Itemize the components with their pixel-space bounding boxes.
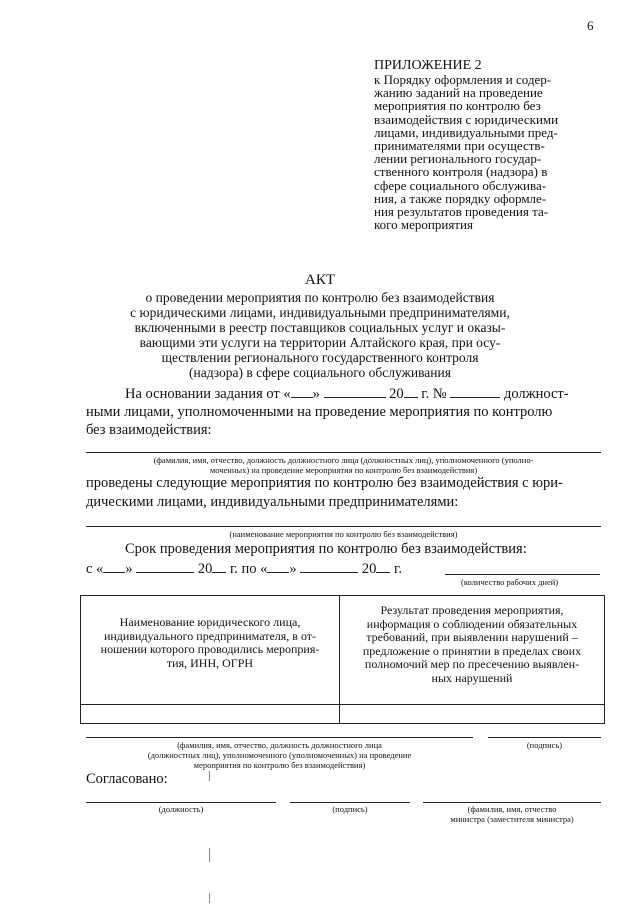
basis-text: должност-	[503, 386, 569, 402]
measure-caption: (наименование мероприятия по контролю без взаимодействия)	[229, 529, 458, 539]
end-month-field[interactable]	[300, 560, 358, 573]
start-day-field[interactable]	[103, 560, 125, 573]
results-table	[80, 595, 605, 724]
basis-line-2: ными лицами, уполномоченными на проведение мероприятия по контролю	[86, 404, 553, 420]
appendix-line: ния, а также порядку оформле-	[374, 190, 547, 206]
appendix-line: мероприятия по контролю без	[374, 98, 541, 114]
act-subtitle-line: вающими эти услуги на территории Алтайского края, при осу-	[139, 335, 501, 350]
divider	[209, 893, 210, 903]
approved-label: Согласовано:	[86, 771, 168, 787]
approver-name-field[interactable]	[423, 802, 601, 803]
caption-line: (фамилия, имя, отчество, должность должностного лица	[177, 740, 382, 750]
appendix-line: лицами, индивидуальными пред-	[374, 124, 558, 140]
header-line: тия, ИНН, ОГРН	[166, 655, 254, 670]
period-text: с «	[86, 561, 104, 577]
period-text: г.	[394, 561, 402, 577]
end-year-field[interactable]	[376, 560, 390, 573]
col-header-entity	[81, 596, 340, 705]
officials-field[interactable]	[86, 452, 601, 453]
header-line: Результат проведения мероприятия,	[380, 603, 564, 617]
official-signature-name-field[interactable]	[86, 737, 473, 738]
start-month-field[interactable]	[136, 560, 194, 573]
appendix-line: лении регионального государ-	[374, 151, 542, 167]
measure-field[interactable]	[86, 526, 601, 527]
header-line: требований, при выявлении нарушений –	[366, 630, 578, 644]
header-line: ношении которого проводились мероприя-	[100, 642, 320, 656]
appendix-line: ния результатов проведения та-	[374, 204, 549, 220]
appendix-line: принимателями при осуществ-	[374, 138, 545, 154]
workdays-field[interactable]	[445, 574, 600, 575]
act-subtitle-line: о проведении мероприятия по контролю без взаимодействия	[145, 290, 495, 305]
period-text: г. по «	[229, 561, 268, 577]
position-field[interactable]	[86, 802, 276, 803]
basis-line-1	[125, 385, 569, 403]
appendix-line: кого мероприятия	[374, 217, 473, 233]
header-line: информация о соблюдении обязательных	[366, 616, 578, 631]
period-text: 20	[361, 561, 377, 577]
period-line	[86, 560, 402, 578]
appendix-line: жанию заданий на проведение	[374, 85, 543, 101]
task-number-field[interactable]	[450, 385, 500, 398]
header-line: Наименование юридического лица,	[119, 615, 301, 629]
date-year-field[interactable]	[404, 385, 418, 398]
appendix-title: ПРИЛОЖЕНИЕ 2	[374, 58, 482, 73]
date-month-field[interactable]	[324, 385, 386, 398]
official-sign-caption: (подпись)	[526, 740, 563, 750]
approver-name-caption	[423, 804, 601, 824]
caption-line: (фамилия, имя, отчество	[467, 804, 557, 814]
caption-line: (должностных лиц), уполномоченного (уполномоченных) на проведение	[147, 750, 412, 760]
basis-line-3: без взаимодействия:	[86, 422, 212, 438]
caption-line: мероприятия по контролю без взаимодействия)	[193, 760, 366, 770]
caption-line: моченных) на проведение мероприятия по контролю без взаимодействия)	[209, 465, 478, 475]
approver-signature-field[interactable]	[290, 802, 410, 803]
officials-caption	[86, 455, 601, 475]
official-caption	[86, 740, 473, 770]
basis-text: На основании задания от «	[125, 386, 291, 402]
appendix-line: сфере социального обслужива-	[374, 177, 547, 193]
header-line: индивидуального предпринимателя, в от-	[103, 628, 317, 643]
appendix-text	[374, 73, 600, 231]
workdays-caption: (количество рабочих дней)	[461, 577, 559, 587]
conducted-line-1: проведены следующие мероприятия по контролю без взаимодействия с юри-	[86, 475, 563, 491]
header-line: предложение о принятии в пределах своих	[362, 643, 582, 658]
end-day-field[interactable]	[267, 560, 289, 573]
basis-text: »	[312, 386, 320, 402]
divider	[209, 848, 210, 862]
start-year-field[interactable]	[212, 560, 226, 573]
approver-sign-caption: (подпись)	[332, 804, 368, 814]
header-line: полномочий мер по пресечению выявлен-	[364, 657, 580, 671]
appendix-line: ственного контроля (надзора) в	[374, 164, 548, 180]
period-text: 20	[197, 561, 213, 577]
period-title: Срок проведения мероприятия по контролю без взаимодействия:	[125, 541, 527, 557]
header-line: ных нарушений	[431, 670, 513, 685]
page-number: 6	[587, 18, 594, 33]
entity-cell[interactable]	[81, 705, 340, 724]
col-header-result	[340, 596, 605, 705]
act-subtitle-line: ществлении регионального государственного контроля	[161, 350, 479, 365]
conducted-line-2: дическими лицами, индивидуальными предпринимателями:	[86, 494, 459, 510]
appendix-line: к Порядку оформления и содер-	[374, 72, 552, 87]
table-row	[81, 705, 605, 724]
act-title: АКТ	[305, 272, 335, 288]
date-day-field[interactable]	[291, 385, 313, 398]
period-text: »	[289, 561, 297, 577]
act-subtitle-line: с юридическими лицами, индивидуальными предпринимателями,	[130, 305, 510, 320]
caption-line: министра (заместителя министра)	[450, 814, 574, 824]
position-caption: (должность)	[158, 804, 204, 814]
result-cell[interactable]	[340, 705, 605, 724]
caption-line: (фамилия, имя, отчество, должность должностного лица (должностных лиц), уполномоченного (уполно-	[153, 455, 534, 465]
table-header-row	[81, 596, 605, 705]
period-text: »	[125, 561, 133, 577]
official-signature-field[interactable]	[488, 737, 601, 738]
act-subtitle-line: (надзора) в сфере социального обслуживания	[189, 365, 451, 380]
act-subtitle-line: включенными в реестр поставщиков социальных услуг и оказы-	[134, 320, 506, 335]
basis-text: г. №	[421, 386, 447, 402]
appendix-line: взаимодействия с юридическими	[374, 111, 559, 127]
divider	[209, 771, 210, 781]
act-subtitle	[110, 290, 530, 380]
basis-text: 20	[389, 386, 404, 402]
